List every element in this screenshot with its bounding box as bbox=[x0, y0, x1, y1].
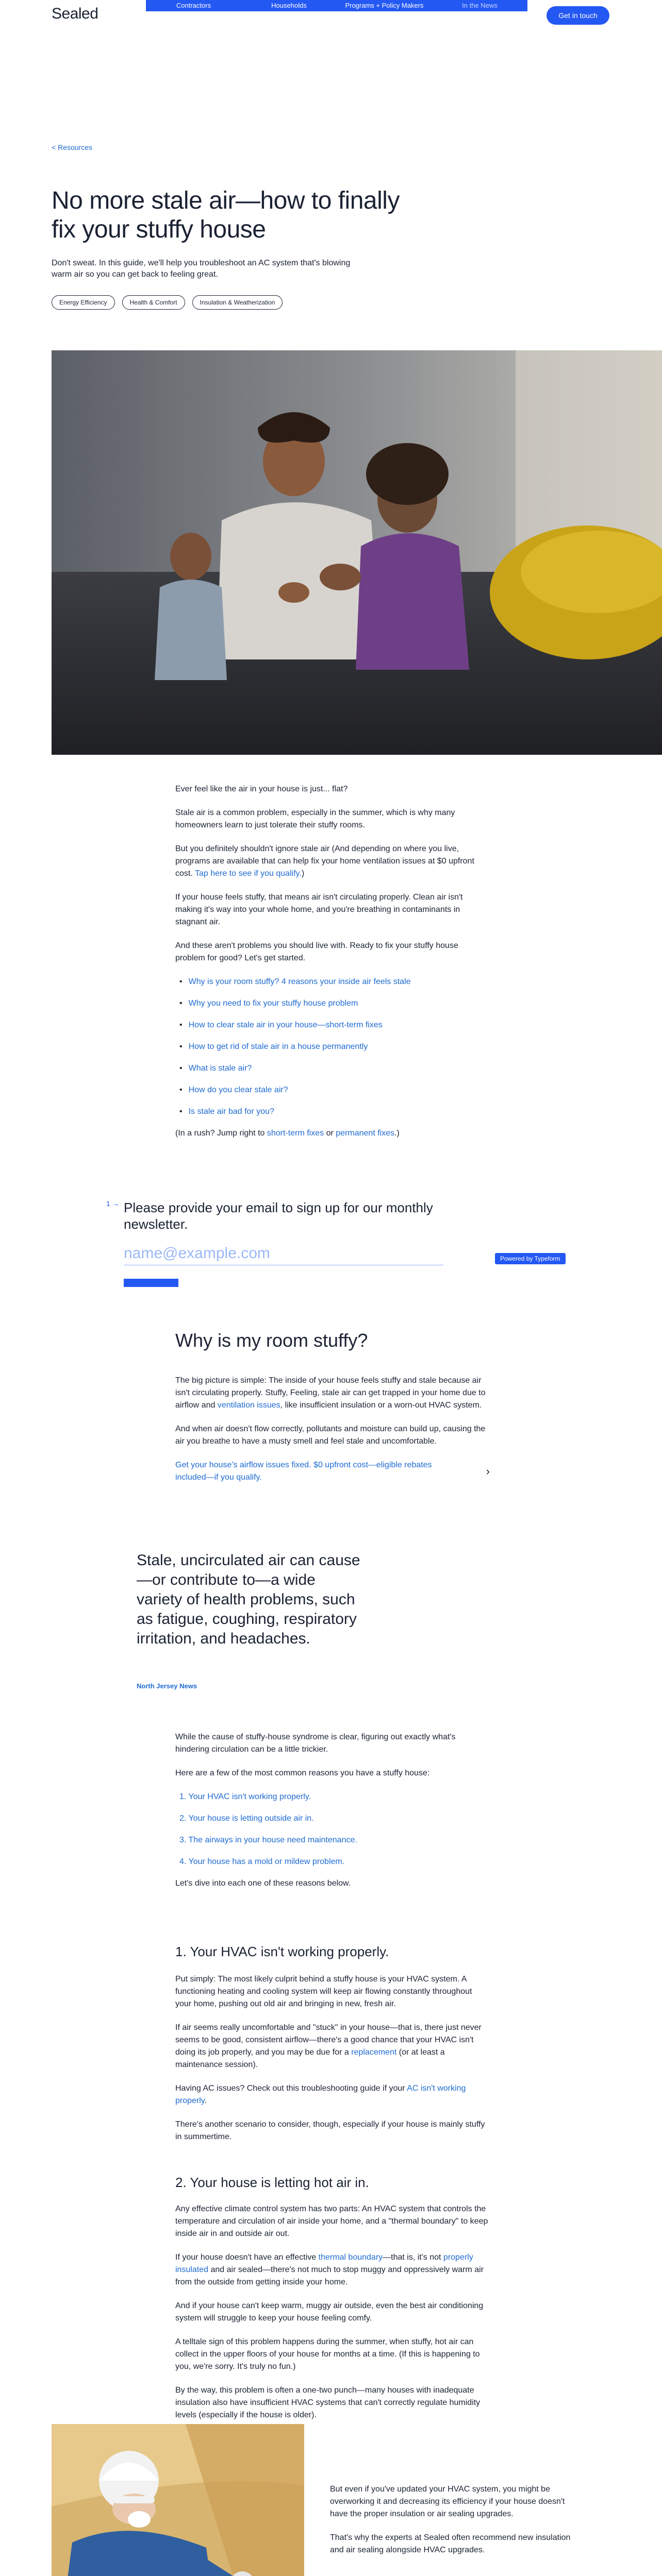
section1-body bbox=[175, 1375, 490, 1484]
promo-text[interactable]: Get your house's airflow issues fixed. $0 upfront cost—eligible rebates included—if you qualify. bbox=[175, 1461, 432, 1482]
breadcrumb-resources[interactable]: < Resources bbox=[52, 143, 92, 151]
newsletter-question: Please provide your email to sign up for our monthly newsletter. bbox=[124, 1200, 433, 1232]
section1-text: , like insufficient insulation or a worn-out HVAC system. bbox=[280, 1401, 482, 1410]
section1-paragraph: And when air doesn't flow correctly, pollutants and moisture can build up, causing the air you breathe to have a musty smell and feel stale and uncomfortable. bbox=[175, 1425, 486, 1446]
reason2-paragraph bbox=[175, 2251, 490, 2289]
toc-link-short-term[interactable]: How to clear stale air in your house—short-term fixes bbox=[188, 1021, 383, 1029]
rush-text: or bbox=[326, 1129, 334, 1138]
reason2-text: —that is, it's not bbox=[383, 2253, 441, 2262]
ventilation-issues-link[interactable]: ventilation issues bbox=[217, 1401, 280, 1410]
toc-item bbox=[190, 1062, 490, 1075]
hero-image-family-on-couch bbox=[52, 350, 662, 755]
section-heading-why-stuffy: Why is my room stuffy? bbox=[175, 1330, 368, 1351]
qualify-link[interactable]: Tap here to see if you qualify. bbox=[194, 869, 302, 878]
reason1-text: . bbox=[204, 2096, 207, 2105]
thermal-boundary-link[interactable]: thermal boundary bbox=[318, 2253, 383, 2262]
article-intro bbox=[175, 783, 490, 1151]
reason2-paragraph: By the way, this problem is often a one-two punch—many houses with inadequate insulation also have insufficient HVAC systems that can't correctly regulate humidity levels (especially if the house is older). bbox=[175, 2386, 481, 2419]
question-number-arrow: 1 → bbox=[106, 1199, 120, 1208]
ac-not-working-link[interactable]: AC isn't working properly bbox=[175, 2084, 466, 2105]
reason2-text: If your house doesn't have an effective bbox=[175, 2253, 317, 2262]
reason-item bbox=[179, 1856, 490, 1868]
toc-link-why-fix[interactable]: Why you need to fix your stuffy house problem bbox=[188, 999, 358, 1008]
reason2-paragraph: Any effective climate control system has two parts: An HVAC system that controls the temperature and circulation of air inside your home, and a "thermal boundary" to keep inside air in and outside air out. bbox=[175, 2205, 488, 2238]
replacement-link[interactable]: replacement bbox=[351, 2048, 397, 2057]
tag-energy-efficiency[interactable]: Energy Efficiency bbox=[52, 295, 115, 310]
side-paragraph: That's why the experts at Sealed often recommend new insulation and air sealing alongside HVAC upgrades. bbox=[330, 2533, 571, 2554]
side-paragraph: But even if you've updated your HVAC system, you might be overworking it and decreasing its efficiency if your house doesn't have the proper insulation or air sealing upgrades. bbox=[330, 2485, 565, 2518]
section1-paragraph: While the cause of stuffy-house syndrome is clear, figuring out exactly what's hindering circulation can be a little trickier. bbox=[175, 1733, 456, 1754]
toc-link-what-is[interactable]: What is stale air? bbox=[188, 1064, 252, 1073]
section1-paragraph: Here are a few of the most common reasons you have a stuffy house: bbox=[175, 1769, 430, 1777]
short-term-fixes-link[interactable]: short-term fixes bbox=[267, 1129, 324, 1138]
section1-reasons bbox=[175, 1731, 490, 1901]
airflow-promo-link[interactable] bbox=[175, 1459, 490, 1484]
section1-paragraph: Let's dive into each one of these reasons below. bbox=[175, 1879, 351, 1888]
newsletter-form bbox=[106, 1190, 598, 1293]
reason1-body bbox=[175, 1973, 490, 2155]
reason-item bbox=[179, 1834, 490, 1846]
reason-link-hvac[interactable]: 1. Your HVAC isn't working properly. bbox=[179, 1792, 311, 1801]
section1-paragraph bbox=[175, 1375, 490, 1412]
reason-link-mold[interactable]: 4. Your house has a mold or mildew problem. bbox=[179, 1857, 345, 1866]
reason2-paragraph: A telltale sign of this problem happens during the summer, when stuffy, hot air can collect in the upper floors of your house for months at a time. (If this is happening to you, we're sorry. It's truly no fun.) bbox=[175, 2337, 480, 2371]
intro-text: ) bbox=[301, 869, 305, 878]
rush-text: (In a rush? Jump right to bbox=[175, 1129, 265, 1138]
intro-paragraph: Ever feel like the air in your house is just... flat? bbox=[175, 785, 348, 793]
insulation-worker-illustration bbox=[52, 2424, 304, 2576]
top-nav bbox=[146, 0, 527, 11]
newsletter-submit-button[interactable] bbox=[124, 1279, 178, 1287]
reason1-heading: 1. Your HVAC isn't working properly. bbox=[175, 1944, 389, 1959]
section1-text: The big picture is simple: The inside of your house feels stuffy and stale because air isn't circulating properly. Stuffy, Feeling, stale air can get trapped in your home due to airflow and bbox=[175, 1376, 486, 1410]
toc-item bbox=[190, 1106, 490, 1118]
pull-quote-health: Stale, uncirculated air can cause—or contribute to—a wide variety of health problems, such as fatigue, coughing, respiratory irritation, and headaches. bbox=[137, 1552, 360, 1647]
reason1-text: If air seems really uncomfortable and "stuck" in your house—that is, there just never seems to be good, consistent airflow—there's a good chance that your HVAC isn't doing its job properly, and you may be due for a bbox=[175, 2023, 482, 2057]
reason-link-outside-air[interactable]: 2. Your house is letting outside air in. bbox=[179, 1814, 314, 1823]
properly-insulated-link[interactable]: properly insulated bbox=[175, 2253, 473, 2274]
intro-paragraph: If your house feels stuffy, that means air isn't circulating properly. Clean air isn't making it's way into your whole home, and you're breathing in contaminants in stagnant air. bbox=[175, 893, 463, 926]
pull-quote-source[interactable]: North Jersey News bbox=[137, 1682, 197, 1690]
nav-programs[interactable]: Programs + Policy Makers bbox=[345, 2, 424, 9]
toc-item bbox=[190, 976, 490, 988]
permanent-fixes-link[interactable]: permanent fixes bbox=[336, 1129, 395, 1138]
toc-item bbox=[190, 1019, 490, 1031]
page-intro: Don't sweat. In this guide, we'll help you troubleshoot an AC system that's blowing warm air so you can get back to feeling great. bbox=[52, 259, 351, 279]
reason1-text: (or at least a maintenance session). bbox=[175, 2048, 445, 2069]
reason-item bbox=[179, 1791, 490, 1803]
nav-households[interactable]: Households bbox=[271, 2, 307, 9]
reasons-list bbox=[175, 1791, 490, 1868]
toc-item bbox=[190, 997, 490, 1010]
reason1-paragraph: Put simply: The most likely culprit behind a stuffy house is your HVAC system. A functioning heating and cooling system will keep air flowing constantly throughout your home, pushing out old air and bringing in new, fresh air. bbox=[175, 1975, 472, 2008]
nav-in-the-news[interactable]: In the News bbox=[462, 2, 498, 9]
toc-link-permanent[interactable]: How to get rid of stale air in a house permanently bbox=[188, 1042, 368, 1051]
tag-list bbox=[52, 295, 283, 310]
reason2-text: and air sealed—there's not much to stop muggy and oppressively warm air from the outside from getting inside your home. bbox=[175, 2265, 484, 2286]
reason1-paragraph bbox=[175, 2022, 490, 2071]
page-title: No more stale air—how to finally fix your stuffy house bbox=[52, 187, 400, 243]
intro-paragraph bbox=[175, 843, 490, 880]
insulation-side-text bbox=[330, 2483, 572, 2568]
intro-paragraph: Stale air is a common problem, especially in the summer, which is why many homeowners learn to just tolerate their stuffy rooms. bbox=[175, 808, 455, 829]
table-of-contents bbox=[175, 976, 490, 1118]
reason-link-airways[interactable]: 3. The airways in your house need maintenance. bbox=[179, 1836, 357, 1844]
reason1-paragraph: There's another scenario to consider, though, especially if your house is mainly stuffy in summertime. bbox=[175, 2120, 485, 2141]
intro-text: But you definitely shouldn't ignore stale air (And depending on where you live, programs are available that can help fix your home ventilation issues at $0 upfront cost. bbox=[175, 844, 474, 878]
rush-text: .) bbox=[394, 1129, 400, 1138]
site-header bbox=[0, 0, 662, 31]
toc-item bbox=[190, 1084, 490, 1096]
chevron-right-icon: › bbox=[486, 1465, 490, 1478]
reason1-text: Having AC issues? Check out this troubleshooting guide if your bbox=[175, 2084, 405, 2093]
family-photo-illustration bbox=[52, 350, 662, 755]
reason2-body bbox=[175, 2203, 490, 2433]
nav-contractors[interactable]: Contractors bbox=[176, 2, 211, 9]
reason2-paragraph: And if your house can't keep warm, muggy air outside, even the best air conditioning system will struggle to keep your house feeling comfy. bbox=[175, 2301, 484, 2323]
reason2-heading: 2. Your house is letting hot air in. bbox=[175, 2175, 369, 2190]
toc-item bbox=[190, 1041, 490, 1053]
get-in-touch-button[interactable]: Get in touch bbox=[547, 6, 609, 25]
tag-insulation[interactable]: Insulation & Weatherization bbox=[192, 295, 283, 310]
rush-note bbox=[175, 1127, 490, 1140]
newsletter-email-input[interactable] bbox=[124, 1242, 443, 1265]
toc-link-is-bad[interactable]: Is stale air bad for you? bbox=[188, 1107, 274, 1116]
reason1-paragraph bbox=[175, 2082, 490, 2107]
sealed-logo[interactable]: Sealed bbox=[52, 5, 98, 22]
insulation-worker-image bbox=[52, 2424, 304, 2576]
toc-link-how-clear[interactable]: How do you clear stale air? bbox=[188, 1086, 288, 1094]
intro-paragraph: And these aren't problems you should live with. Ready to fix your stuffy house problem for good? Let's get started. bbox=[175, 941, 458, 962]
tag-health-comfort[interactable]: Health & Comfort bbox=[122, 295, 185, 310]
typeform-badge[interactable]: Powered by Typeform bbox=[495, 1253, 566, 1264]
reason-item bbox=[179, 1812, 490, 1825]
toc-link-why-stuffy[interactable]: Why is your room stuffy? 4 reasons your inside air feels stale bbox=[188, 977, 411, 986]
